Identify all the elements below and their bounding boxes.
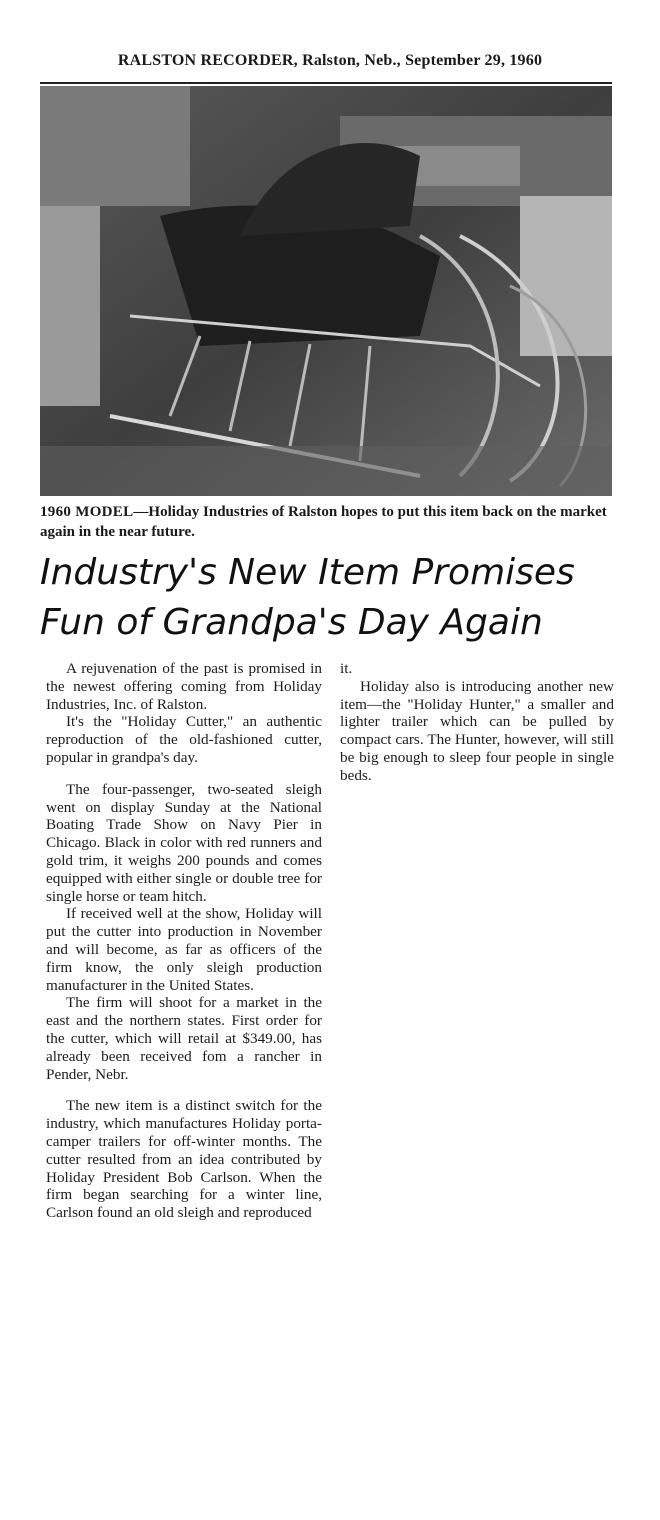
paragraph: The four-passenger, two-seated sleigh went on display Sunday at the National Boating Trade Show on Navy Pier in Chicago. Black in color with red runners and gold trim, it weighs 200 pounds and comes equipped with either single or double tree for single horse or team hitch.	[46, 780, 322, 905]
article-column-1	[46, 660, 322, 1222]
paragraph: If received well at the show, Holiday will put the cutter into production in November and will become, as far as officers of the firm know, the only sleigh production manufacturer in the United States.	[46, 905, 322, 994]
photo-caption	[40, 502, 620, 542]
headline-line-1: Industry's New Item Promises	[40, 552, 575, 593]
masthead-rule	[40, 82, 612, 84]
masthead: RALSTON RECORDER, Ralston, Neb., September 29, 1960	[117, 52, 543, 69]
paragraph: It's the "Holiday Cutter," an authentic reproduction of the old-fashioned cutter, popular in grandpa's day.	[46, 713, 322, 766]
caption-text: —Holiday Industries of Ralston hopes to put this item back on the market again in the near future.	[40, 504, 607, 540]
paragraph: The new item is a distinct switch for the industry, which manufactures Holiday porta-camper trailers for off-winter months. The cutter resulted from an idea contributed by Holiday President Bob Carlson. When the firm began searching for a winter line, Carlson found an old sleigh and reproduced	[46, 1097, 322, 1222]
article-column-2	[340, 660, 614, 785]
paragraph: A rejuvenation of the past is promised in the newest offering coming from Holiday Industries, Inc. of Ralston.	[46, 660, 322, 713]
sleigh-photo	[40, 86, 612, 496]
paragraph: it.	[340, 660, 353, 677]
headline-line-2: Fun of Grandpa's Day Again	[40, 602, 543, 643]
headline	[40, 548, 640, 648]
caption-lead: 1960 MODEL	[40, 504, 134, 520]
paragraph: The firm will shoot for a market in the east and the northern states. First order for the cutter, which will retail at $349.00, has already been received fom a rancher in Pender, Nebr.	[46, 994, 322, 1083]
paragraph: Holiday also is introducing another new item—the "Holiday Hunter," a smaller and lighter trailer which can be pulled by compact cars. The Hunter, however, will still be big enough to sleep four people in single beds.	[340, 677, 614, 784]
